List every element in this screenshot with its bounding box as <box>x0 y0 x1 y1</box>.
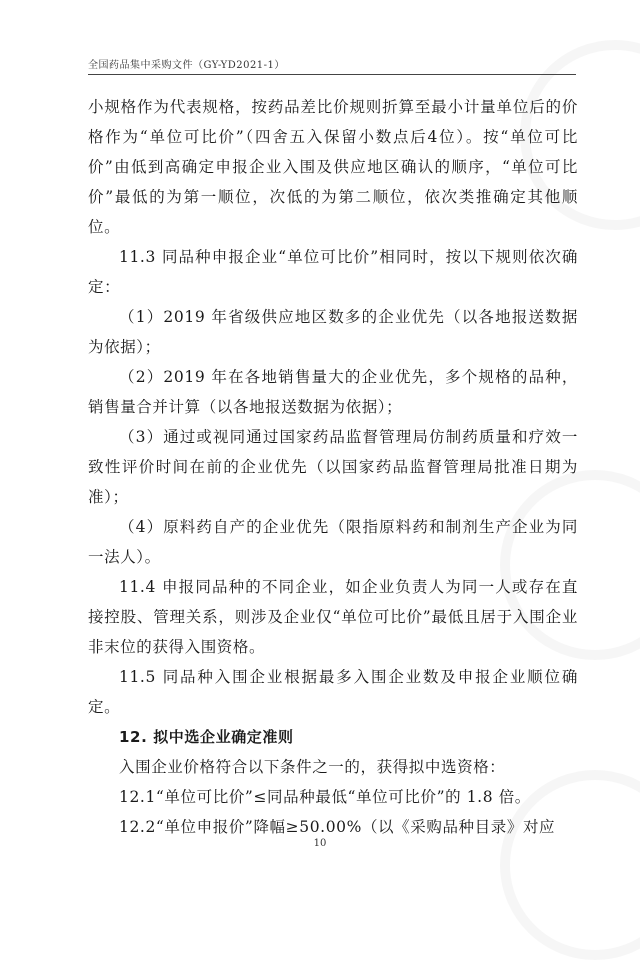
list-item-rule-3: （3）通过或视同通过国家药品监督管理局仿制药质量和疗效一致性评价时间在前的企业优先（以国家药品监督管理局批准日期为准）； <box>88 428 578 506</box>
document-body <box>88 92 578 842</box>
running-header: 全国药品集中采购文件（GY-YD2021-1） <box>88 60 285 71</box>
paragraph-11-4: 11.4 申报同品种的不同企业，如企业负责人为同一人或存在直接控股、管理关系，则涉及企业仅“单位可比价”最低且居于入围企业非末位的获得入围资格。 <box>88 578 578 656</box>
section-heading-12: 12. 拟中选企业确定准则 <box>119 728 294 746</box>
paragraph-12-1: 12.1“单位可比价”≤同品种最低“单位可比价”的 1.8 倍。 <box>119 788 531 806</box>
list-item-rule-1: （1）2019 年省级供应地区数多的企业优先（以各地报送数据为依据）； <box>88 308 578 356</box>
paragraph-12-2: 12.2“单位申报价”降幅≥50.00%（以《采购品种目录》对应 <box>119 818 556 836</box>
list-item-rule-2: （2）2019 年在各地销售量大的企业优先，多个规格的品种，销售量合并计算（以各地报送数据为依据）； <box>88 368 578 416</box>
paragraph-continuation: 小规格作为代表规格，按药品差比价规则折算至最小计量单位后的价格作为“单位可比价”（四舍五入保留小数点后4位）。按“单位可比价”由低到高确定申报企业入围及供应地区确认的顺序，“单位可比价”最低的为第一顺位，次低的为第二顺位，依次类推确定其他顺位。 <box>88 98 578 236</box>
page-number: 10 <box>313 838 327 849</box>
paragraph-11-5: 11.5 同品种入围企业根据最多入围企业数及申报企业顺位确定。 <box>88 668 578 716</box>
list-item-rule-4: （4）原料药自产的企业优先（限指原料药和制剂生产企业为同一法人）。 <box>88 518 578 566</box>
paragraph-12-intro: 入围企业价格符合以下条件之一的，获得拟中选资格： <box>119 758 506 776</box>
header-divider <box>88 74 576 75</box>
paragraph-11-3: 11.3 同品种申报企业“单位可比价”相同时，按以下规则依次确定： <box>88 248 578 296</box>
